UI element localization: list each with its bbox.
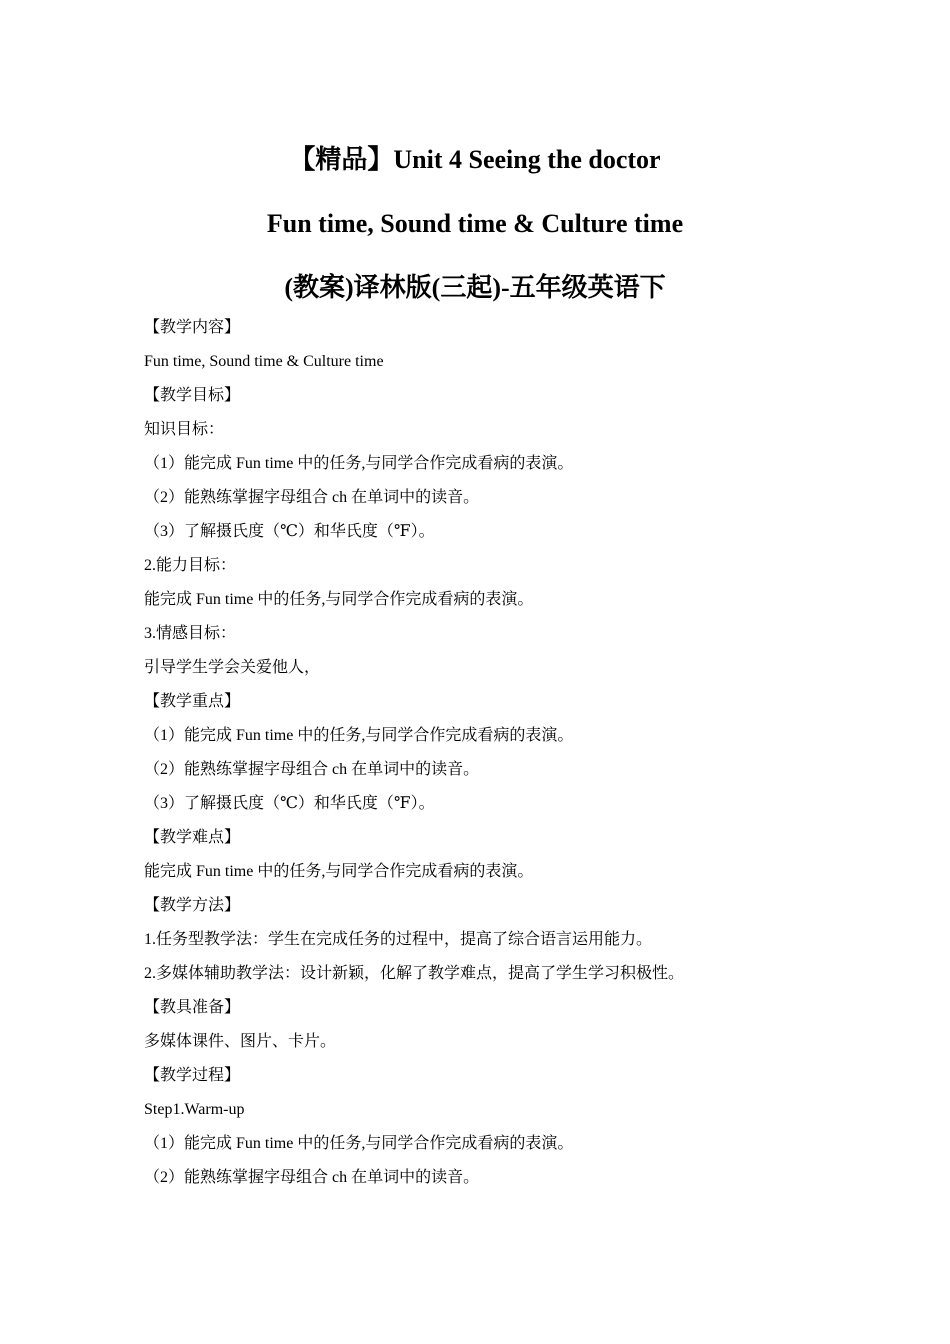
paragraph-line: Fun time, Sound time & Culture time — [144, 353, 384, 370]
document-body — [144, 311, 864, 1195]
section-heading-difficulties: 【教学难点】 — [144, 829, 241, 846]
section-heading-content: 【教学内容】 — [144, 319, 241, 336]
paragraph-line: 多媒体课件、图片、卡片。 — [144, 1033, 337, 1050]
paragraph-line: Step1.Warm-up — [144, 1101, 245, 1118]
title-line-subtitle: Fun time, Sound time & Culture time — [266, 209, 684, 238]
paragraph-line: 3.情感目标： — [144, 625, 237, 642]
section-heading-key-points: 【教学重点】 — [144, 693, 241, 710]
list-item: （3）了解摄氏度（℃）和华氏度（℉）。 — [144, 523, 435, 540]
section-heading-materials: 【教具准备】 — [144, 999, 241, 1016]
section-heading-objectives: 【教学目标】 — [144, 387, 241, 404]
list-item: （2）能熟练掌握字母组合 ch 在单词中的读音。 — [144, 761, 480, 778]
title-line-edition: (教案)译林版(三起)-五年级英语下 — [284, 273, 666, 302]
list-item: 2.多媒体辅助教学法：设计新颖，化解了教学难点，提高了学生学习积极性。 — [144, 965, 685, 982]
paragraph-line: 引导学生学会关爱他人， — [144, 659, 321, 676]
document-title — [0, 128, 950, 320]
paragraph-line: 2.能力目标： — [144, 557, 237, 574]
section-heading-methods: 【教学方法】 — [144, 897, 241, 914]
list-item: （3）了解摄氏度（℃）和华氏度（℉）。 — [144, 795, 435, 812]
paragraph-line: 知识目标： — [144, 421, 225, 438]
list-item: （2）能熟练掌握字母组合 ch 在单词中的读音。 — [144, 489, 480, 506]
section-heading-process: 【教学过程】 — [144, 1067, 241, 1084]
list-item: （1）能完成 Fun time 中的任务,与同学合作完成看病的表演。 — [144, 1135, 574, 1152]
list-item: （2）能熟练掌握字母组合 ch 在单词中的读音。 — [144, 1169, 480, 1186]
list-item: 1.任务型教学法：学生在完成任务的过程中，提高了综合语言运用能力。 — [144, 931, 653, 948]
title-line-main: 【精品】Unit 4 Seeing the doctor — [289, 145, 661, 174]
paragraph-line: 能完成 Fun time 中的任务,与同学合作完成看病的表演。 — [144, 591, 534, 608]
list-item: （1）能完成 Fun time 中的任务,与同学合作完成看病的表演。 — [144, 455, 574, 472]
paragraph-line: 能完成 Fun time 中的任务,与同学合作完成看病的表演。 — [144, 863, 534, 880]
list-item: （1）能完成 Fun time 中的任务,与同学合作完成看病的表演。 — [144, 727, 574, 744]
